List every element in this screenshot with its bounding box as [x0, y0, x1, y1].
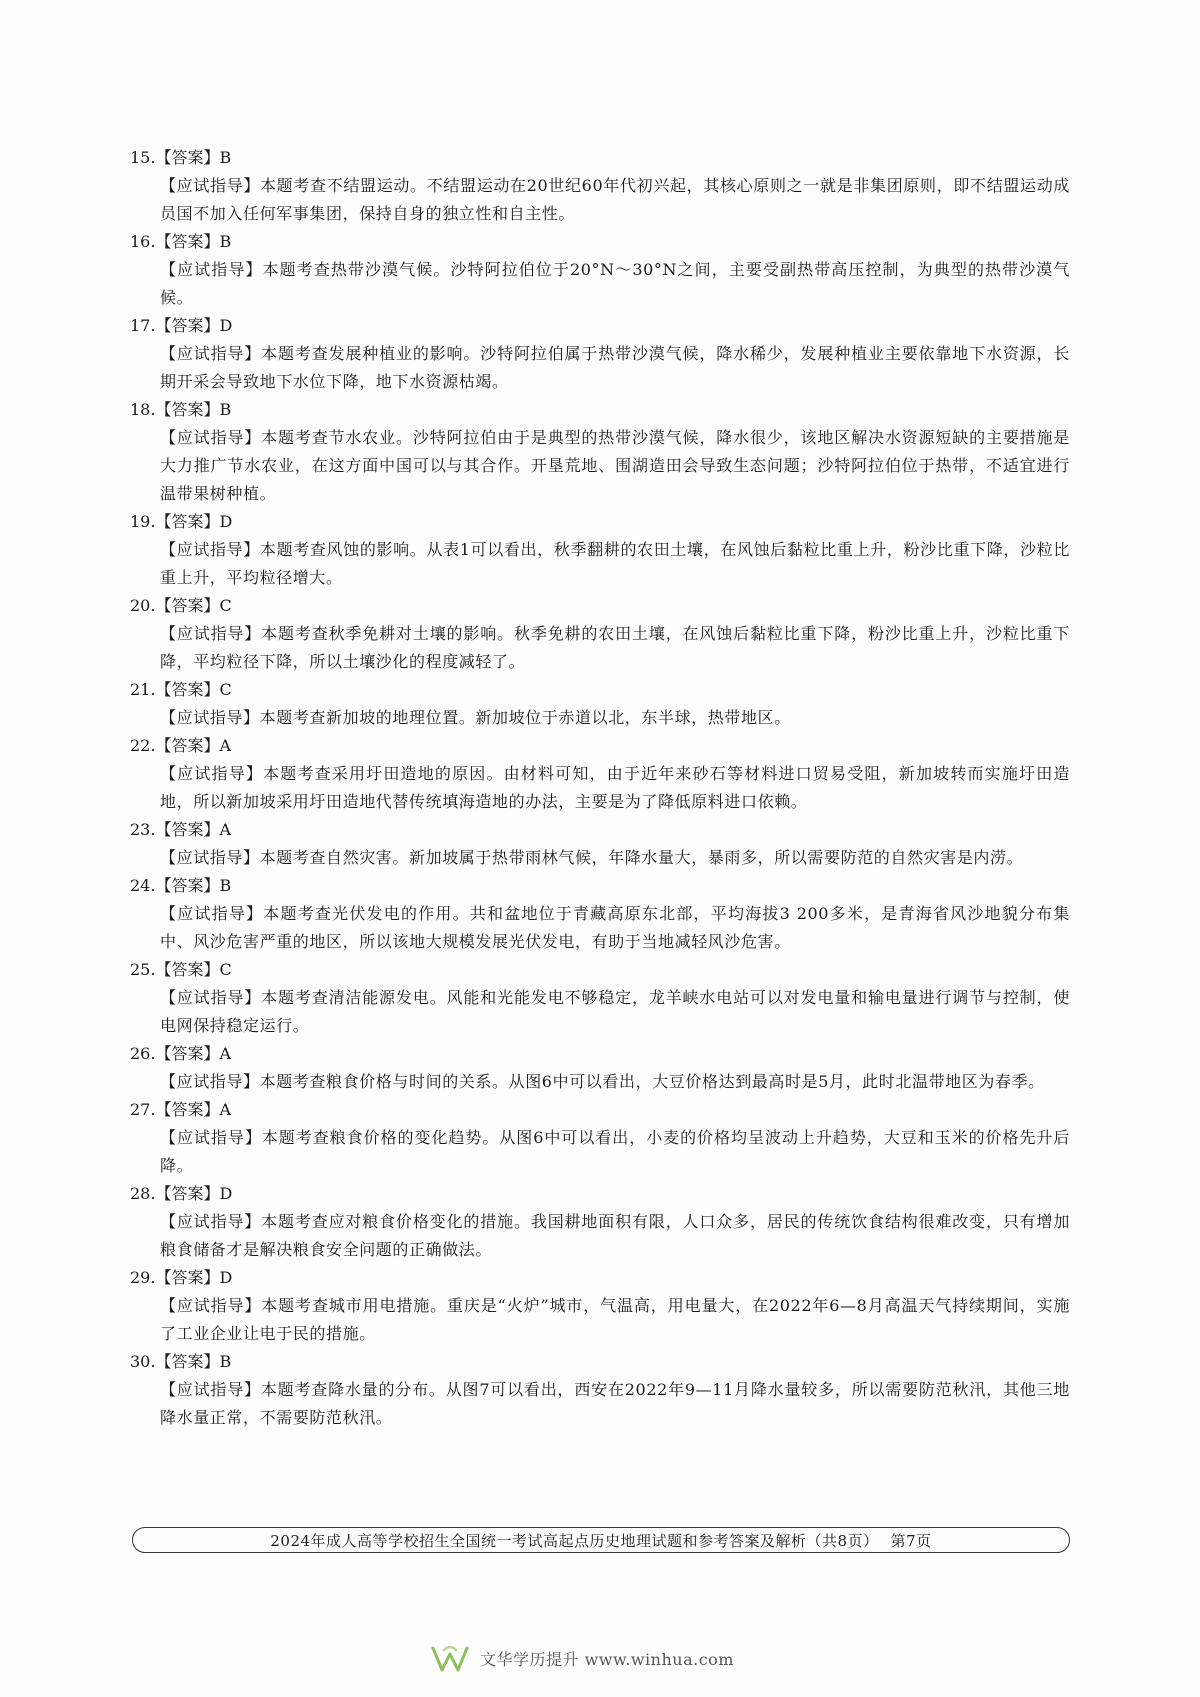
guide-label: 【应试指导】: [160, 988, 262, 1007]
question-number: 24.: [130, 876, 156, 895]
guide-label: 【应试指导】: [160, 428, 262, 447]
guide-text: 本题考查粮食价格的变化趋势。从图6中可以看出，小麦的价格均呈波动上升趋势，大豆和玉米的价格先升后降。: [160, 1128, 1071, 1175]
guide-paragraph: [160, 844, 1070, 872]
guide-label: 【应试指导】: [160, 1380, 261, 1399]
answer-value: D: [219, 1184, 233, 1203]
answer-line: [130, 1096, 1070, 1124]
answer-item: [130, 1264, 1070, 1348]
question-number: 20.: [130, 596, 156, 615]
answer-line: [130, 592, 1070, 620]
guide-paragraph: [160, 340, 1070, 396]
answer-line: [130, 396, 1070, 424]
answer-label: 【答案】: [155, 1352, 220, 1371]
answer-line: [130, 1040, 1070, 1068]
guide-label: 【应试指导】: [160, 540, 260, 559]
answer-item: [130, 676, 1070, 732]
answer-line: [130, 1264, 1070, 1292]
guide-label: 【应试指导】: [160, 904, 264, 923]
guide-label: 【应试指导】: [160, 1072, 260, 1091]
guide-label: 【应试指导】: [160, 848, 260, 867]
answer-value: B: [219, 400, 232, 419]
answer-line: [130, 228, 1070, 256]
guide-paragraph: [160, 1376, 1070, 1432]
answer-label: 【答案】: [155, 1100, 220, 1119]
question-number: 25.: [130, 960, 156, 979]
guide-text: 本题考查秋季免耕对土壤的影响。秋季免耕的农田土壤，在风蚀后黏粒比重下降，粉沙比重上升，沙粒比重下降，平均粒径下降，所以土壤沙化的程度减轻了。: [160, 624, 1070, 671]
guide-paragraph: [160, 620, 1070, 676]
answer-value: A: [219, 820, 232, 839]
question-number: 19.: [130, 512, 156, 531]
answer-list: [130, 144, 1070, 1432]
question-number: 23.: [130, 820, 156, 839]
answer-item: [130, 144, 1070, 228]
answer-item: [130, 816, 1070, 872]
answer-line: [130, 732, 1070, 760]
guide-label: 【应试指导】: [160, 764, 264, 783]
answer-item: [130, 396, 1070, 508]
watermark: [430, 1640, 734, 1676]
footer-title: 2024年成人高等学校招生全国统一考试高起点历史地理试题和参考答案及解析（共8页）: [270, 1531, 879, 1550]
answer-value: D: [219, 1268, 233, 1287]
guide-label: 【应试指导】: [160, 1128, 262, 1147]
answer-label: 【答案】: [155, 680, 220, 699]
guide-text: 本题考查不结盟运动。不结盟运动在20世纪60年代初兴起，其核心原则之一就是非集团原则，即不结盟运动成员国不加入任何军事集团，保持自身的独立性和自主性。: [160, 176, 1070, 223]
guide-text: 本题考查节水农业。沙特阿拉伯由于是典型的热带沙漠气候，降水很少，该地区解决水资源短缺的主要措施是大力推广节水农业，在这方面中国可以与其合作。开垦荒地、围湖造田会导致生态问题；沙特阿拉伯位于热带，不适宜进行温带果树种植。: [160, 428, 1070, 503]
question-number: 29.: [130, 1268, 156, 1287]
guide-label: 【应试指导】: [160, 708, 260, 727]
watermark-text: 文华学历提升 www.winhua.com: [480, 1649, 734, 1669]
guide-paragraph: [160, 1068, 1070, 1096]
answer-item: [130, 312, 1070, 396]
answer-label: 【答案】: [155, 960, 220, 979]
guide-paragraph: [160, 256, 1070, 312]
answer-label: 【答案】: [155, 400, 220, 419]
guide-text: 本题考查光伏发电的作用。共和盆地位于青藏高原东北部，平均海拔3 200多米，是青海省风沙地貌分布集中、风沙危害严重的地区，所以该地大规模发展光伏发电，有助于当地减轻风沙危害。: [160, 904, 1070, 951]
question-number: 18.: [130, 400, 156, 419]
question-number: 26.: [130, 1044, 156, 1063]
guide-paragraph: [160, 704, 1070, 732]
guide-text: 本题考查清洁能源发电。风能和光能发电不够稳定，龙羊峡水电站可以对发电量和输电量进行调节与控制，使电网保持稳定运行。: [160, 988, 1070, 1035]
guide-text: 本题考查采用圩田造地的原因。由材料可知，由于近年来砂石等材料进口贸易受阻，新加坡转而实施圩田造地，所以新加坡采用圩田造地代替传统填海造地的办法，主要是为了降低原料进口依赖。: [160, 764, 1070, 811]
guide-text: 本题考查降水量的分布。从图7可以看出，西安在2022年9—11月降水量较多，所以需要防范秋汛，其他三地降水量正常，不需要防范秋汛。: [160, 1380, 1070, 1427]
answer-item: [130, 1180, 1070, 1264]
answer-label: 【答案】: [155, 1268, 220, 1287]
guide-text: 本题考查应对粮食价格变化的措施。我国耕地面积有限，人口众多，居民的传统饮食结构很难改变，只有增加粮食储备才是解决粮食安全问题的正确做法。: [160, 1212, 1070, 1259]
answer-value: A: [219, 736, 232, 755]
answer-item: [130, 872, 1070, 956]
guide-text: 本题考查城市用电措施。重庆是“火炉”城市，气温高，用电量大，在2022年6—8月高温天气持续期间，实施了工业企业让电于民的措施。: [160, 1296, 1070, 1343]
guide-paragraph: [160, 536, 1070, 592]
question-number: 30.: [130, 1352, 156, 1371]
answer-item: [130, 228, 1070, 312]
answer-line: [130, 508, 1070, 536]
answer-item: [130, 732, 1070, 816]
answer-item: [130, 1040, 1070, 1096]
question-number: 17.: [130, 316, 156, 335]
question-number: 22.: [130, 736, 156, 755]
guide-text: 本题考查发展种植业的影响。沙特阿拉伯属于热带沙漠气候，降水稀少，发展种植业主要依靠地下水资源，长期开采会导致地下水位下降，地下水资源枯竭。: [160, 344, 1070, 391]
answer-line: [130, 872, 1070, 900]
answer-value: B: [219, 1352, 232, 1371]
answer-line: [130, 676, 1070, 704]
answer-label: 【答案】: [155, 596, 220, 615]
guide-label: 【应试指导】: [160, 176, 261, 195]
answer-line: [130, 1348, 1070, 1376]
answer-line: [130, 312, 1070, 340]
answer-label: 【答案】: [155, 1044, 220, 1063]
guide-text: 本题考查新加坡的地理位置。新加坡位于赤道以北，东半球，热带地区。: [259, 708, 791, 727]
question-number: 21.: [130, 680, 156, 699]
guide-text: 本题考查粮食价格与时间的关系。从图6中可以看出，大豆价格达到最高时是5月，此时北温带地区为春季。: [259, 1072, 1045, 1091]
answer-label: 【答案】: [155, 876, 220, 895]
answer-value: B: [219, 876, 232, 895]
guide-label: 【应试指导】: [160, 1296, 262, 1315]
guide-paragraph: [160, 424, 1070, 508]
answer-line: [130, 816, 1070, 844]
answer-line: [130, 144, 1070, 172]
answer-item: [130, 508, 1070, 592]
guide-text: 本题考查自然灾害。新加坡属于热带雨林气候，年降水量大，暴雨多，所以需要防范的自然灾害是内涝。: [259, 848, 1024, 867]
guide-label: 【应试指导】: [160, 624, 262, 643]
guide-paragraph: [160, 1292, 1070, 1348]
guide-paragraph: [160, 760, 1070, 816]
guide-paragraph: [160, 1208, 1070, 1264]
answer-label: 【答案】: [155, 316, 220, 335]
answer-value: C: [219, 960, 232, 979]
answer-value: B: [219, 232, 232, 251]
answer-label: 【答案】: [155, 736, 220, 755]
guide-label: 【应试指导】: [160, 344, 262, 363]
page-footer: [132, 1527, 1070, 1553]
answer-label: 【答案】: [155, 512, 220, 531]
answer-line: [130, 1180, 1070, 1208]
answer-label: 【答案】: [155, 148, 220, 167]
answer-value: D: [219, 512, 233, 531]
answer-value: A: [219, 1100, 232, 1119]
guide-text: 本题考查热带沙漠气候。沙特阿拉伯位于20°N～30°N之间，主要受副热带高压控制，为典型的热带沙漠气候。: [160, 260, 1070, 307]
guide-text: 本题考查风蚀的影响。从表1可以看出，秋季翻耕的农田土壤，在风蚀后黏粒比重上升，粉沙比重下降，沙粒比重上升，平均粒径增大。: [160, 540, 1070, 587]
footer-page-number: 第7页: [890, 1531, 932, 1550]
answer-value: A: [219, 1044, 232, 1063]
answer-value: B: [219, 148, 232, 167]
guide-paragraph: [160, 984, 1070, 1040]
answer-line: [130, 956, 1070, 984]
answer-label: 【答案】: [155, 1184, 220, 1203]
question-number: 16.: [130, 232, 156, 251]
answer-value: C: [219, 596, 232, 615]
guide-paragraph: [160, 172, 1070, 228]
winhua-logo-icon: [430, 1642, 470, 1674]
answer-item: [130, 592, 1070, 676]
answer-label: 【答案】: [155, 232, 220, 251]
question-number: 27.: [130, 1100, 156, 1119]
answer-item: [130, 956, 1070, 1040]
answer-value: C: [219, 680, 232, 699]
question-number: 15.: [130, 148, 156, 167]
guide-label: 【应试指导】: [160, 260, 263, 279]
answer-value: D: [219, 316, 233, 335]
guide-paragraph: [160, 900, 1070, 956]
guide-paragraph: [160, 1124, 1070, 1180]
answer-item: [130, 1096, 1070, 1180]
guide-label: 【应试指导】: [160, 1212, 262, 1231]
question-number: 28.: [130, 1184, 156, 1203]
answer-item: [130, 1348, 1070, 1432]
answer-label: 【答案】: [155, 820, 220, 839]
